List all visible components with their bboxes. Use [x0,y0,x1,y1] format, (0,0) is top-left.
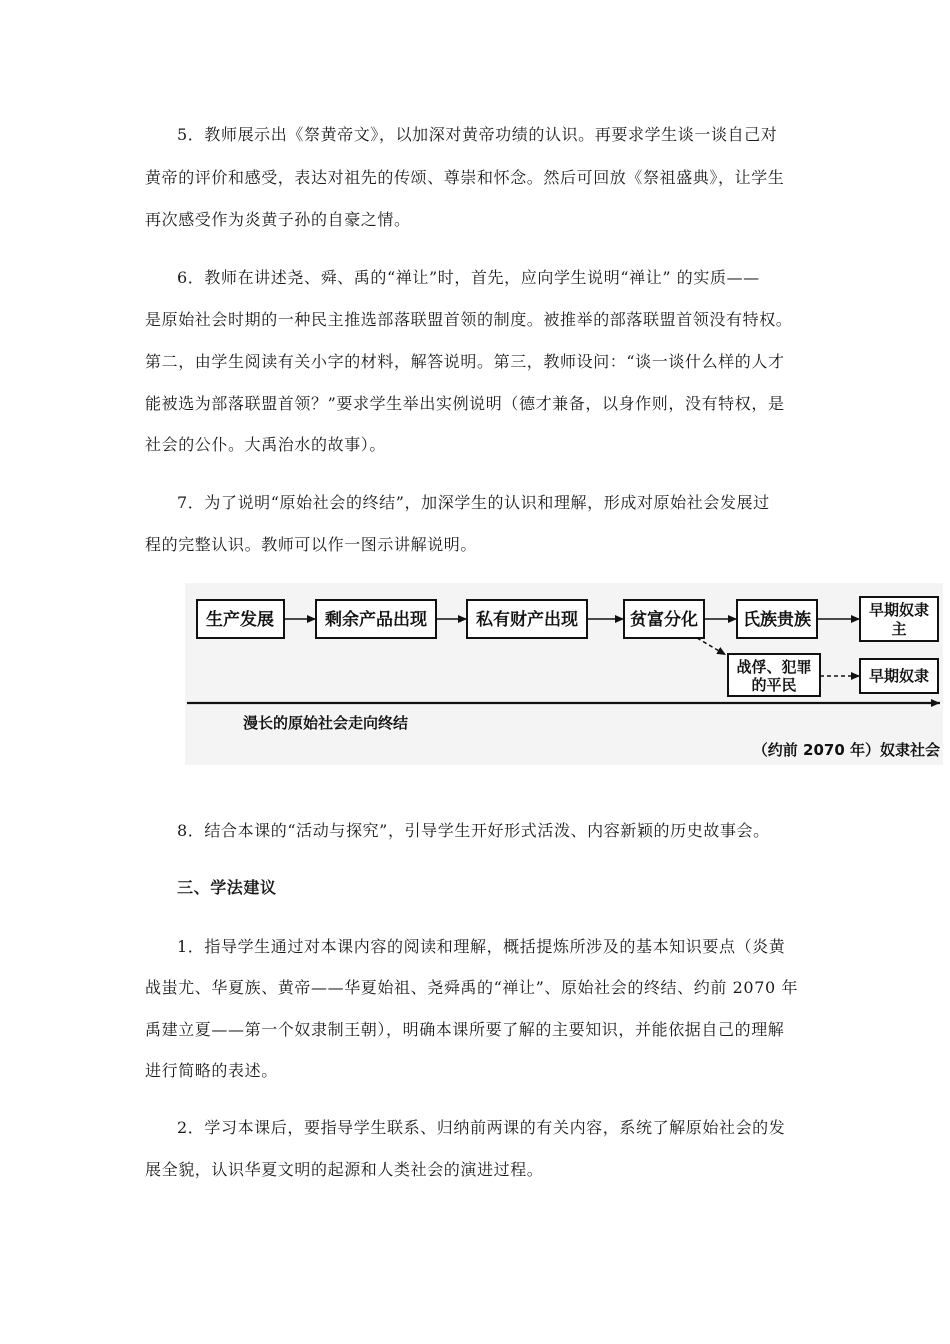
box-slave-owners-label-2: 主 [891,620,907,638]
text-line: 社会的公仆。大禹治水的故事）。 [145,435,387,454]
box-polarization-label: 贫富分化 [630,610,698,630]
box-captives-label-1: 战俘、犯罪 [736,658,812,676]
text-line: 第二，由学生阅读有关小字的材料，解答说明。第三，教师设问：“谈一谈什么样的人才 [145,352,785,371]
text-line: 7．为了说明“原始社会的终结”，加深学生的认识和理解，形成对原始社会发展过 [177,493,770,512]
text-line: 5．教师展示出《祭黄帝文》，以加深对黄帝功绩的认识。再要求学生谈一谈自己对 [177,125,778,144]
box-slaves-label: 早期奴隶 [868,667,930,685]
text-line: 6．教师在讲述尧、舜、禹的“禅让”时，首先，应向学生说明“禅让” 的实质—— [177,268,760,287]
text-line: 黄帝的评价和感受，表达对祖先的传颂、尊崇和怀念。然后可回放《祭祖盛典》，让学生 [145,168,785,187]
flow-diagram [185,583,943,765]
text-line: 禹建立夏——第一个奴隶制王朝），明确本课所要了解的主要知识，并能依据自己的理解 [145,1020,785,1039]
text-line: 程的完整认识。教师可以作一图示讲解说明。 [145,535,478,554]
box-slave-owners-label-1: 早期奴隶 [868,601,930,619]
text-line: 2．学习本课后，要指导学生联系、归纳前两课的有关内容，系统了解原始社会的发 [177,1118,786,1137]
text-line: 进行简略的表述。 [145,1061,278,1080]
text-line: 再次感受作为炎黄子孙的自豪之情。 [145,210,411,229]
dashed-arrow [697,638,726,655]
box-captives-label-2: 的平民 [751,676,797,694]
text-line: 1．指导学生通过对本课内容的阅读和理解，概括提炼所涉及的基本知识要点（炎黄 [177,937,786,956]
box-production-label: 生产发展 [206,610,274,630]
box-surplus-label: 剩余产品出现 [325,610,427,630]
section-heading: 三、学法建议 [177,878,277,897]
box-nobles-label: 氏族贵族 [743,610,811,630]
text-line: 是原始社会时期的一种民主推选部落联盟首领的制度。被推举的部落联盟首领没有特权。 [145,310,793,329]
text-line: 能被选为部落联盟首领？”要求学生举出实例说明（德才兼备，以身作则，没有特权，是 [145,394,785,413]
box-private-label: 私有财产出现 [476,610,578,630]
era-end-label: （约前 2070 年）奴隶社会 [752,741,940,759]
text-line: 8．结合本课的“活动与探究”，引导学生开好形式活泼、内容新颖的历史故事会。 [177,821,770,840]
text-line: 战蚩尤、华夏族、黄帝——华夏始祖、尧舜禹的“禅让”、原始社会的终结、约前 2070 年 [145,978,799,997]
timeline-label: 漫长的原始社会走向终结 [243,714,409,732]
text-line: 展全貌，认识华夏文明的起源和人类社会的演进过程。 [145,1160,544,1179]
